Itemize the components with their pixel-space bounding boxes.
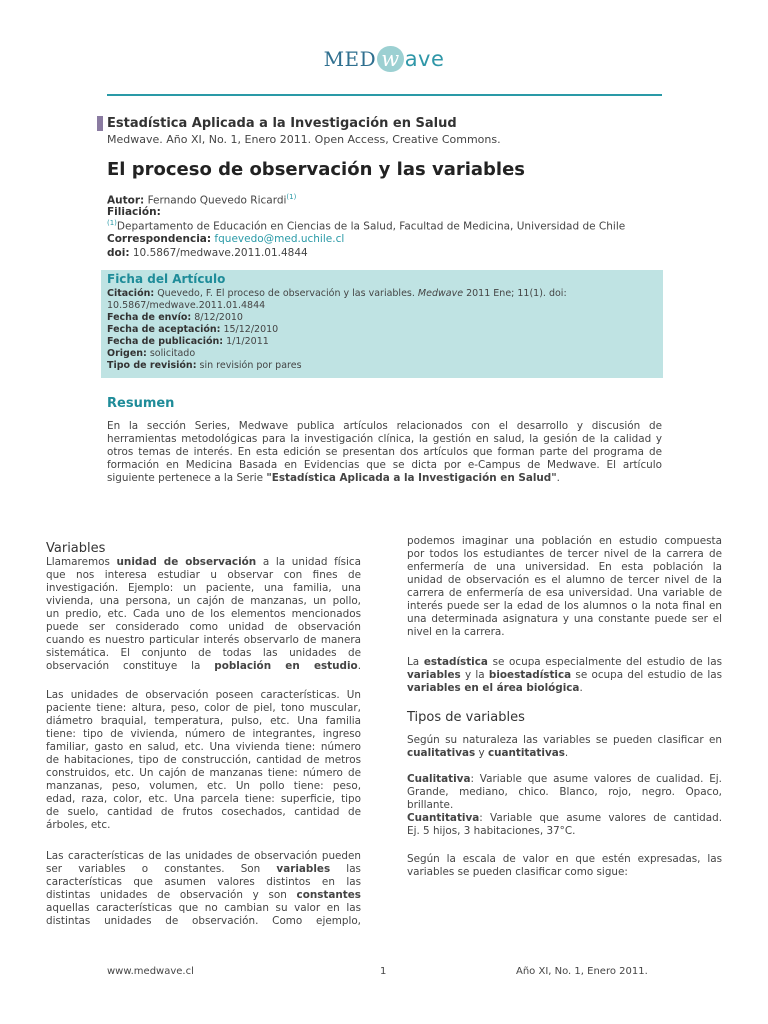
text-line: puede ser considerado como unidad de observación [46,621,361,633]
text-run: a la unidad física [256,556,361,568]
ficha-row-label: Fecha de envío: [107,312,192,323]
right-paragraph-5 [407,853,722,879]
author-sup: (1) [286,193,297,201]
text-run: se ocupa especialmente del estudio de las [487,656,722,668]
citation-line [107,288,567,299]
text-line [407,773,722,786]
text-line: construidos, etc. Un cajón de manzanas tiene: número de [46,767,361,779]
text-line: tiene: tipo de vivienda, número de integrantes, ingreso [46,728,361,740]
text-run: observación constituye la [46,660,215,672]
ficha-row [107,312,243,323]
ficha-row-label: Tipo de revisión: [107,360,197,371]
text-line: de habitaciones, tipo de construcción, cantidad de metros [46,754,361,766]
citation-text-2: 2011 Ene; 11(1). doi: [466,288,567,299]
text-run: se ocupa del estudio de las [571,669,722,681]
ficha-row-label: Origen: [107,348,147,359]
text-line: podemos imaginar una población en estudio compuesta [407,535,722,547]
text-run: : Variable que asume valores de cantidad. [479,812,722,824]
text-line: diámetro braquial, temperatura, pulso, etc. Una familia [46,715,361,727]
abstract-series-name: "Estadística Aplicada a la Investigación en Salud" [266,472,557,484]
medwave-logo [0,46,768,72]
ficha-row-value: solicitado [149,348,196,359]
text-line [46,660,361,673]
logo-part-med: MED [323,47,377,71]
abstract-paragraph [107,420,662,485]
header-divider [107,94,662,96]
text-line: familiar, gasto en salud, etc. Una vivienda tiene: número [46,741,361,753]
abstract-line: En la sección Series, Medwave publica artículos relacionados con el desarrollo y discusión de [107,420,662,432]
ficha-row-value: 15/12/2010 [223,324,279,335]
ficha-row [107,360,302,371]
abstract-line [107,472,662,485]
author-name: Fernando Quevedo Ricardi [147,194,287,207]
ficha-row-label: Fecha de publicación: [107,336,224,347]
affiliation-label-line [107,206,161,218]
affiliation-sup: (1) [107,219,117,227]
series-title: Estadística Aplicada a la Investigación en Salud [107,116,457,131]
author-label: Autor: [107,194,145,207]
text-line [46,889,361,902]
article-title: El proceso de observación y las variables [107,159,526,180]
text-line: cuando es nuestro particular interés observarlo de manera [46,634,361,646]
doi-value: 10.5867/medwave.2011.01.4844 [132,247,308,259]
text-run: : Variable que asume valores de cualidad. Ej. [470,773,722,785]
abstract-heading: Resumen [107,396,175,411]
variables-heading: Variables [46,541,106,556]
text-run: La [407,656,424,668]
affiliation-text: Departamento de Educación en Ciencias de la Salud, Facultad de Medicina, Universidad de Chile [116,220,626,233]
text-line [407,747,722,760]
text-line [407,682,722,695]
ficha-row-label: Fecha de aceptación: [107,324,221,335]
ficha-row-value: 1/1/2011 [226,336,269,347]
ficha-row [107,336,269,347]
text-line: Las unidades de observación poseen características. Un [46,689,361,701]
ficha-row-value: 8/12/2010 [194,312,243,323]
left-paragraph-2 [46,689,361,832]
text-line [46,556,361,569]
text-line: variables se pueden clasificar como sigue: [407,866,628,878]
abstract-text: . [556,472,560,484]
text-bold: bioestadística [488,669,572,681]
text-run: . [579,682,583,694]
text-line: interés puede ser la edad de los alumnos o la nota final en [407,600,722,612]
ficha-row [107,348,195,359]
right-paragraph-1 [407,535,722,639]
correspondence-label: Correspondencia: [107,233,212,245]
text-line: por todos los estudiantes de tercer nivel de la carrera de [407,548,722,560]
doi-label: doi: [107,247,130,259]
text-line [407,812,722,825]
text-run: ser variables o constantes. Son [46,863,277,875]
ficha-row-value: sin revisión por pares [199,360,302,371]
abstract-line: formación en Medicina Basada en Evidencias que se dicta por e-Campus de Medwave. El artículo [107,459,662,471]
text-line: vivienda, una persona, un cajón de manzanas, un pollo, [46,595,361,607]
text-line: Grande, mediano, chico. Blanco, rojo, negro. Opaco, [407,786,722,798]
text-run: y [475,747,488,759]
text-line: características que asumen valores distintos en las [46,876,361,888]
footer-site-link[interactable]: www.medwave.cl [107,966,194,977]
page-number: 1 [380,966,387,977]
text-line [407,669,722,682]
text-run: Llamaremos [46,556,117,568]
text-bold: estadística [423,656,488,668]
text-line: brillante. [407,799,454,811]
doi-line [107,247,308,259]
text-line: que nos interesa estudiar u observar con fines de [46,569,361,581]
text-line: aquellas características que no cambian su valor en las [46,902,361,914]
variable-types-heading: Tipos de variables [407,710,525,725]
text-line: una determinada asignatura y una constante puede ser el [407,613,722,625]
citation-label: Citación: [107,288,155,299]
abstract-text: siguiente pertenece a la Serie [107,472,267,484]
text-bold: Cualitativa [407,773,471,785]
text-line: Según su naturaleza las variables se pueden clasificar en [407,734,722,746]
text-line [407,656,722,669]
affiliation-label: Filiación: [107,206,161,218]
text-line: Según la escala de valor en que estén expresadas, las [407,853,722,865]
text-run: y la [460,669,489,681]
abstract-line: herramientas metodológicas para la investigación clínica, la gestión en salud, la gesión de la calidad y [107,433,662,445]
abstract-line: otros temas de interés. En esta edición se presentan dos artículos que forman parte del programa de [107,446,662,458]
text-bold: variables [276,863,331,875]
text-line: paciente tiene: altura, peso, color de piel, tono muscular, [46,702,361,714]
text-line: carrera de enfermería de esa universidad. Una variable de [407,587,722,599]
text-bold: constantes [296,889,361,901]
text-line: enfermería de una universidad. En esta población la [407,561,722,573]
text-bold: variables en el área biológica [407,682,580,694]
citation-journal: Medwave [417,288,464,299]
left-paragraph-1 [46,556,361,673]
author-line [107,193,296,207]
text-run: distintas unidades de observación y son [46,889,297,901]
text-run: las [330,863,361,875]
text-line: distintas unidades de observación. Como ejemplo, [46,915,361,927]
text-line: de suelo, cantidad de frutos cosechados, cantidad de [46,806,361,818]
series-marker [97,116,103,131]
text-bold: cuantitativas [487,747,565,759]
text-line: nivel en la carrera. [407,626,505,638]
logo-part-ave: ave [404,47,445,71]
citation-text: Quevedo, F. El proceso de observación y las variables. [157,288,415,299]
text-bold: variables [407,669,461,681]
logo-part-w: w [377,46,403,72]
text-line [46,863,361,876]
text-run: . [564,747,569,759]
text-bold: cualitativas [407,747,476,759]
text-line: manzanas, peso, volumen, etc. Un pollo tiene: peso, [46,780,361,792]
text-line: edad, raza, color, etc. Una parcela tiene: superficie, tipo [46,793,361,805]
text-bold: Cuantitativa [407,812,480,824]
correspondence-line [107,233,344,245]
article-info-title: Ficha del Artículo [107,272,226,286]
ficha-row [107,324,278,335]
right-paragraph-4 [407,773,722,838]
text-bold: población en estudio [214,660,358,672]
text-line: investigación. Ejemplo: un paciente, una familia, una [46,582,361,594]
footer-issue: Año XI, No. 1, Enero 2011. [516,966,648,977]
text-line: unidad de observación es el alumno de tercer nivel de la [407,574,722,586]
text-line: un predio, etc. Cada uno de los elementos mencionados [46,608,361,620]
text-line: sistemática. El conjunto de todas las unidades de [46,647,361,659]
citation-doi-line: 10.5867/medwave.2011.01.4844 [107,300,266,311]
right-paragraph-2 [407,656,722,695]
issue-line: Medwave. Año XI, No. 1, Enero 2011. Open Access, Creative Commons. [107,133,501,146]
right-paragraph-3 [407,734,722,760]
text-line: árboles, etc. [46,819,111,831]
text-run: . [357,660,361,672]
affiliation-line [107,219,625,233]
text-line: Ej. 5 hijos, 3 habitaciones, 37°C. [407,825,576,837]
correspondence-email-link[interactable]: fquevedo@med.uchile.cl [214,233,345,245]
text-bold: unidad de observación [116,556,257,568]
left-paragraph-3 [46,850,361,928]
text-line: Las características de las unidades de observación pueden [46,850,361,862]
